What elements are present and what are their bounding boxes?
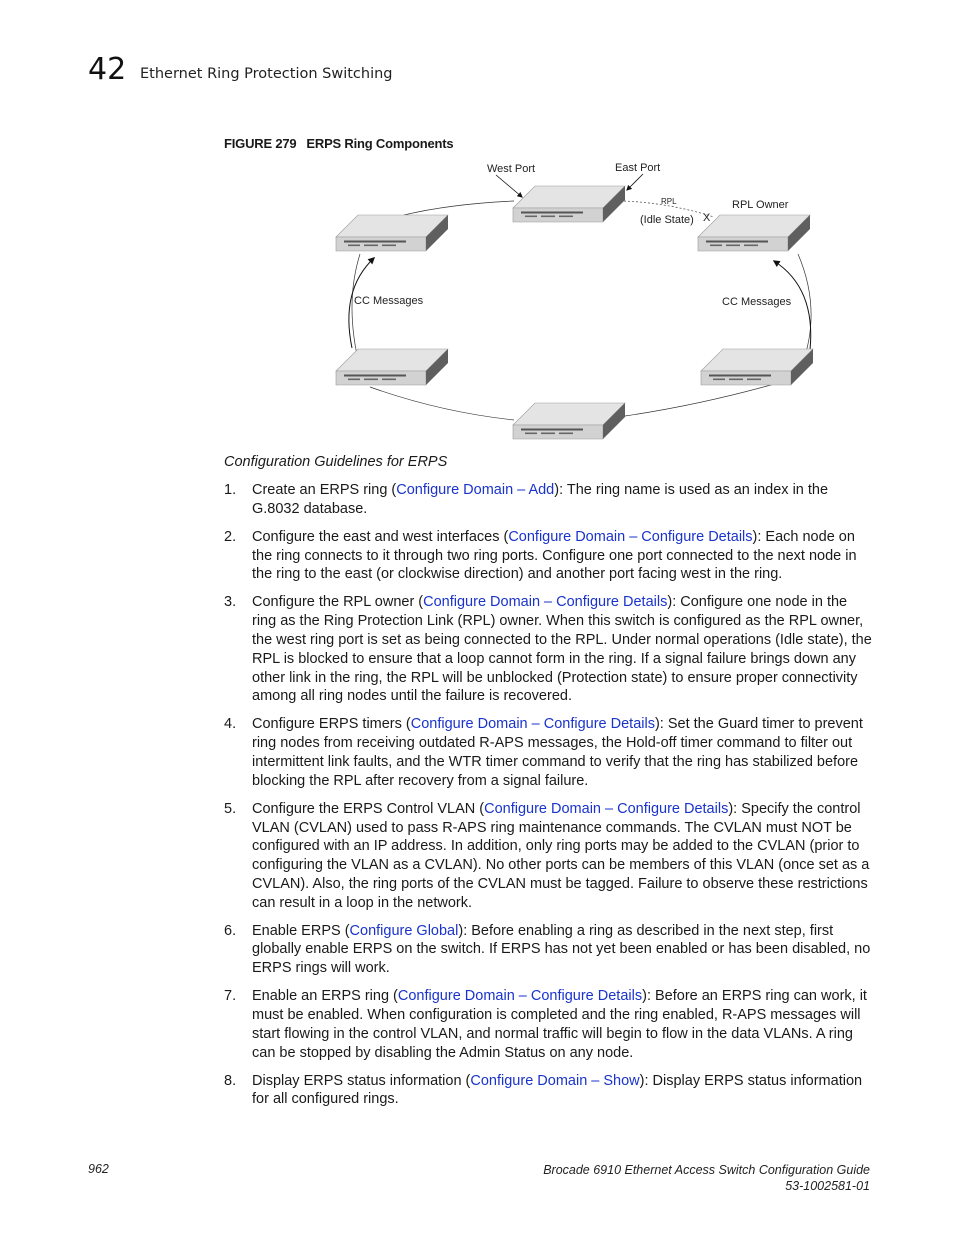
guide-title: Brocade 6910 Ethernet Access Switch Configuration Guide	[543, 1163, 870, 1177]
step-item	[224, 800, 874, 913]
figure-label: FIGURE 279	[224, 136, 297, 151]
step-text: ): Before enabling a ring as described in the next step, first globally enable ERPS on the switch. If ERPS has not yet been enabled or has been disabled, no ERPS rings will work.	[252, 922, 871, 977]
step-number: 2.	[224, 528, 237, 545]
footer-guide	[543, 1162, 870, 1194]
erps-ring-diagram	[300, 150, 840, 450]
blocked-mark: X	[703, 212, 711, 224]
east-port-label: East Port	[615, 162, 661, 174]
step-text: ): Configure one node in the ring as the Ring Protection Link (RPL) owner. When this switch is configured as the RPL owner, the west ring port is set as being connected to the RPL. Under normal operations (Idle state), the RPL is blocked to ensure that a loop cannot form in the ring. If a signal failure brings down any other link in the ring, the RPL will be unblocked (Protection state) to ensure proper connectivity among all ring nodes until the failure is recovered.	[252, 594, 872, 705]
step-text: Create an ERPS ring (	[252, 482, 397, 498]
step-text: Configure ERPS timers (	[252, 716, 411, 733]
figure-title: ERPS Ring Components	[306, 136, 454, 151]
link-configure-domain-details[interactable]: Configure Domain – Configure Details	[423, 594, 668, 611]
step-number: 4.	[224, 716, 237, 733]
step-item	[224, 922, 874, 978]
cc-messages-right-label: CC Messages	[722, 296, 792, 308]
step-text: Configure the ERPS Control VLAN (	[252, 800, 485, 817]
step-item	[224, 715, 874, 790]
step-item	[224, 593, 874, 706]
doc-number: 53-1002581-01	[785, 1179, 870, 1193]
step-text: ): Specify the control VLAN (CVLAN) used to pass R-APS ring maintenance commands. The CVLAN must NOT be configured with an IP address. In addition, only ring ports may be added to the CVLAN (prior to configuring the VLAN as a CVLAN). No other ports can be members of this VLAN (once set as a CVLAN). Also, the ring ports of the CVLAN must be tagged. Failure to observe these restrictions can result in a loop in the network.	[252, 800, 870, 911]
chapter-title: Ethernet Ring Protection Switching	[140, 66, 393, 82]
rpl-owner-label: RPL Owner	[732, 199, 789, 211]
step-item	[224, 987, 874, 1062]
switch-rpl-owner	[698, 215, 810, 251]
east-port-arrow	[627, 174, 643, 190]
step-number: 3.	[224, 594, 237, 611]
west-port-arrow	[496, 175, 522, 197]
ring-link	[798, 254, 811, 365]
steps-list	[224, 481, 874, 1118]
switch-lower-right	[701, 349, 813, 385]
step-number: 6.	[224, 922, 237, 939]
step-text: ): Set the Guard timer to prevent ring nodes from receiving outdated R-APS messages, the Hold-off timer command to filter out intermittent link faults, and the WTR timer command to verify that the ring has stabilized before blocking the RPL after recovery from a signal failure.	[252, 716, 863, 789]
switch-lower-left	[336, 349, 448, 385]
switch-upper-left	[336, 215, 448, 251]
step-text: ): The ring name is used as an index in the G.8032 database.	[252, 482, 829, 517]
link-configure-domain-details[interactable]: Configure Domain – Configure Details	[508, 528, 753, 545]
step-number: 5.	[224, 800, 237, 817]
link-configure-domain-details[interactable]: Configure Domain – Configure Details	[484, 800, 729, 817]
step-text: Configure the RPL owner (	[252, 594, 424, 611]
link-configure-domain-add[interactable]: Configure Domain – Add	[396, 482, 555, 498]
link-configure-domain-show[interactable]: Configure Domain – Show	[470, 1072, 640, 1089]
ring-link	[625, 383, 778, 416]
step-text: Display ERPS status information (	[252, 1072, 471, 1089]
west-port-label: West Port	[487, 163, 536, 175]
step-text: ): Display ERPS status information for all configured rings.	[252, 1072, 863, 1108]
step-item	[224, 481, 874, 519]
step-text: Enable an ERPS ring (	[252, 988, 398, 1005]
page-number: 962	[88, 1162, 109, 1176]
step-text: ): Before an ERPS ring can work, it must be enabled. When configuration is completed and the ring enabled, R-APS messages will start flowing in the control VLAN, and normal traffic will begin to flow in the data VLANs. A ring can be stopped by disabling the Admin Status on any node.	[252, 988, 867, 1061]
figure-caption	[224, 136, 453, 151]
ring-link	[404, 201, 514, 215]
rpl-label: RPL	[661, 197, 677, 206]
step-text: ): Each node on the ring connects to it through two ring ports. Configure one port connected to the next node in the ring to the east (or clockwise direction) and another port facing west in the ring.	[252, 528, 857, 583]
step-number: 8.	[224, 1072, 237, 1089]
link-configure-global[interactable]: Configure Global	[349, 922, 459, 939]
section-heading: Configuration Guidelines for ERPS	[224, 454, 448, 470]
link-configure-domain-details[interactable]: Configure Domain – Configure Details	[410, 716, 655, 733]
cc-messages-left-label: CC Messages	[354, 295, 424, 307]
link-configure-domain-details[interactable]: Configure Domain – Configure Details	[397, 988, 643, 1005]
chapter-number: 42	[88, 52, 127, 87]
step-number: 7.	[224, 988, 237, 1005]
ring-link	[370, 387, 514, 420]
step-text: Enable ERPS (	[252, 922, 350, 939]
step-item	[224, 1072, 874, 1110]
switch-bottom	[513, 403, 625, 439]
step-text: Configure the east and west interfaces (	[252, 528, 509, 545]
step-number: 1.	[224, 482, 237, 498]
step-item	[224, 528, 874, 584]
idle-state-label: (Idle State)	[640, 214, 694, 226]
switch-top	[513, 186, 625, 222]
